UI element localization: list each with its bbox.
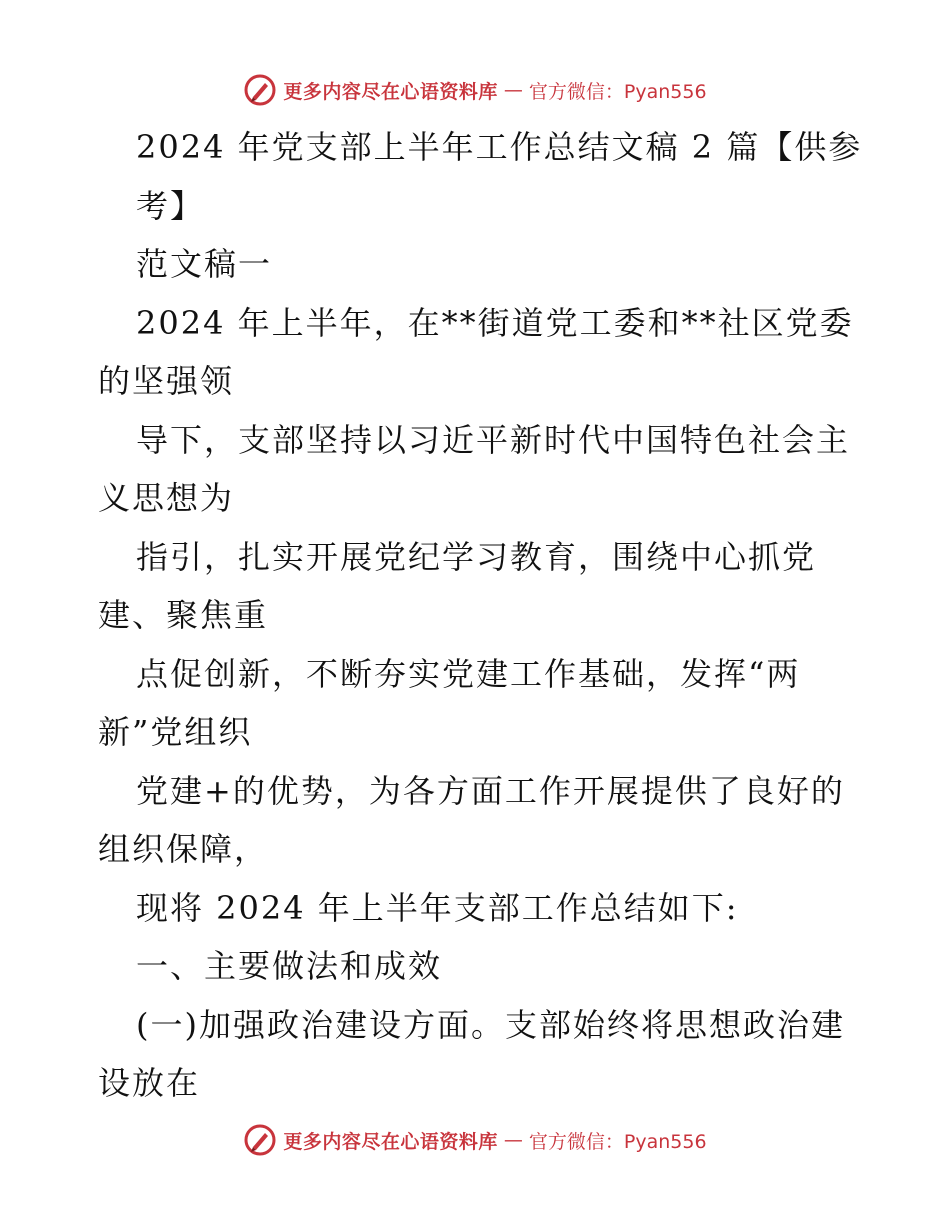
paragraph-line: 点促创新，不断夯实党建工作基础，发挥“两	[136, 654, 801, 693]
watermark-contact: 官方微信：Pyan556	[528, 80, 707, 103]
paragraph-line: 指引，扎实开展党纪学习教育，围绕中心抓党	[136, 537, 817, 576]
paragraph-line: 新”党组织	[98, 713, 253, 751]
paragraph-line: (一)加强政治建设方面。支部始终将思想政治建	[136, 1005, 845, 1044]
header-watermark	[0, 70, 950, 110]
title-line-1: 2024 年党支部上半年工作总结文稿 2 篇【供参	[136, 128, 863, 166]
title-line-2: 考】	[136, 186, 205, 225]
watermark-contact: 官方微信：Pyan556	[528, 1130, 707, 1153]
watermark-brand: 更多内容尽在心语资料库	[283, 1130, 498, 1153]
watermark-dash: —	[503, 79, 523, 101]
subsection-heading: 一、主要做法和成效	[136, 947, 443, 985]
paragraph-line: 组织保障，	[98, 830, 269, 868]
watermark-brand: 更多内容尽在心语资料库	[283, 80, 498, 103]
footer-watermark	[0, 1120, 950, 1160]
paragraph-line: 建、聚焦重	[98, 596, 269, 634]
paragraph-line: 导下，支部坚持以习近平新时代中国特色社会主	[136, 420, 851, 459]
paragraph-line: 党建+的优势，为各方面工作开展提供了良好的	[136, 771, 845, 810]
paragraph-line: 义思想为	[98, 479, 235, 517]
paragraph-line: 的坚强领	[98, 362, 235, 400]
document-body	[98, 118, 863, 1113]
watermark-dash: —	[503, 1129, 523, 1151]
paragraph-line: 2024 年上半年，在**街道党工委和**社区党委	[136, 303, 854, 342]
section-heading: 范文稿一	[136, 245, 273, 283]
pen-logo-icon	[243, 1123, 277, 1157]
paragraph-line: 现将 2024 年上半年支部工作总结如下:	[136, 888, 739, 927]
pen-logo-icon	[243, 73, 277, 107]
paragraph-line: 设放在	[98, 1064, 201, 1102]
